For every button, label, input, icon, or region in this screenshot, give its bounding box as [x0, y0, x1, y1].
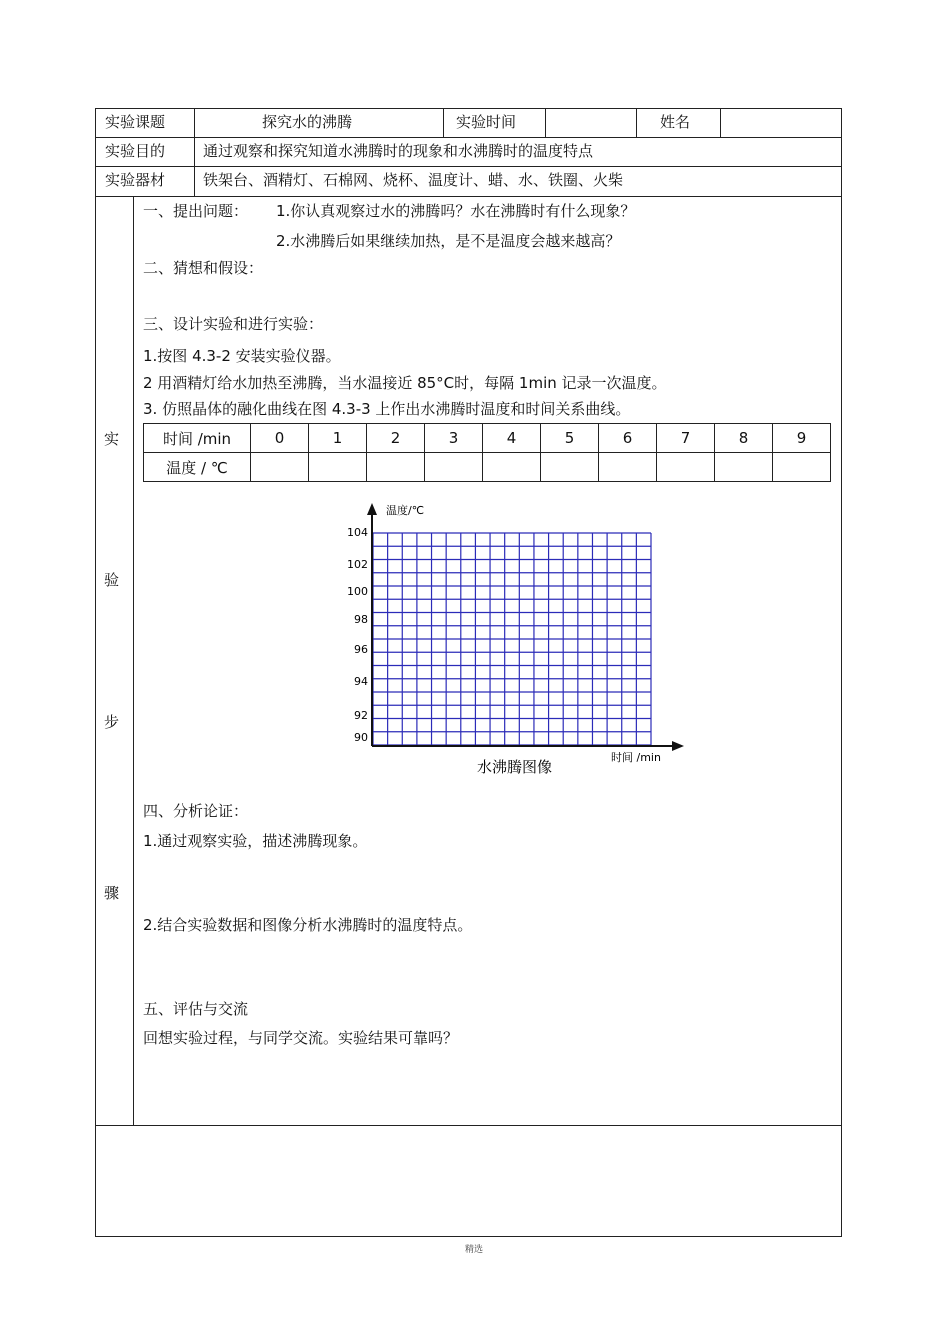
- x-axis-label: 时间 /min: [611, 751, 661, 764]
- y-axis-arrow-icon: [367, 503, 377, 515]
- side-char-3: 步: [104, 713, 120, 731]
- time-cell: 0: [251, 424, 309, 453]
- time-cell: 5: [541, 424, 599, 453]
- procedure-2: 2 用酒精灯给水加热至沸腾，当水温接近 85°C时，每隔 1min 记录一次温度。: [143, 374, 667, 392]
- analysis-title: 四、分析论证：: [143, 802, 249, 820]
- side-char-1: 实: [104, 430, 120, 448]
- name-label: 姓名: [660, 113, 691, 131]
- equipment-value: 铁架台、酒精灯、石棉网、烧杯、温度计、蜡、水、铁圈、火柴: [203, 171, 624, 189]
- side-char-4: 骤: [104, 884, 120, 902]
- y-tick-label: 92: [354, 709, 368, 722]
- y-tick-label: 98: [354, 613, 368, 626]
- y-tick-label: 102: [347, 558, 368, 571]
- question-2: 2.水沸腾后如果继续加热，是不是温度会越来越高？: [276, 232, 621, 250]
- time-label: 实验时间: [456, 113, 517, 131]
- time-cell: 7: [657, 424, 715, 453]
- evaluation-1: 回想实验过程，与同学交流。实验结果可靠吗？: [143, 1029, 459, 1047]
- y-tick-label: 96: [354, 643, 368, 656]
- experiment-title: 三、设计实验和进行实验：: [143, 315, 324, 333]
- topic-label: 实验课题: [105, 113, 166, 131]
- side-char-2: 验: [104, 571, 120, 589]
- question-title: 一、提出问题：: [143, 202, 249, 220]
- x-axis-arrow-icon: [672, 741, 684, 751]
- time-cell: 8: [715, 424, 773, 453]
- time-cell: 2: [367, 424, 425, 453]
- procedure-3: 3. 仿照晶体的融化曲线在图 4.3-3 上作出水沸腾时温度和时间关系曲线。: [143, 400, 631, 418]
- time-cell: 4: [483, 424, 541, 453]
- topic-value: 探究水的沸腾: [262, 113, 353, 131]
- purpose-value: 通过观察和探究知道水沸腾时的现象和水沸腾时的温度特点: [203, 142, 594, 160]
- y-tick-label: 90: [354, 731, 368, 744]
- purpose-label: 实验目的: [105, 142, 166, 160]
- y-tick-label: 100: [347, 585, 368, 598]
- evaluation-title: 五、评估与交流: [143, 1000, 249, 1018]
- footer-note: 精选: [465, 1245, 484, 1255]
- question-1: 1.你认真观察过水的沸腾吗？水在沸腾时有什么现象？: [276, 202, 636, 220]
- y-tick-label: 94: [354, 675, 368, 688]
- y-tick-label: 104: [347, 526, 368, 539]
- time-cell: 1: [309, 424, 367, 453]
- chart-title: 水沸腾图像: [477, 758, 553, 776]
- time-cell: 6: [599, 424, 657, 453]
- procedure-1: 1.按图 4.3-2 安装实验仪器。: [143, 347, 341, 365]
- chart-grid: [373, 533, 651, 745]
- analysis-1: 1.通过观察实验，描述沸腾现象。: [143, 832, 368, 850]
- time-row-label: 时间 /min: [144, 424, 251, 453]
- hypothesis-title: 二、猜想和假设：: [143, 259, 264, 277]
- equipment-label: 实验器材: [105, 171, 166, 189]
- analysis-2: 2.结合实验数据和图像分析水沸腾时的温度特点。: [143, 916, 473, 934]
- chart-y-ticks: [347, 526, 368, 744]
- y-axis-label: 温度/℃: [386, 504, 425, 517]
- time-cell: 9: [773, 424, 831, 453]
- temp-row-label: 温度 / ℃: [144, 453, 251, 482]
- time-cell: 3: [425, 424, 483, 453]
